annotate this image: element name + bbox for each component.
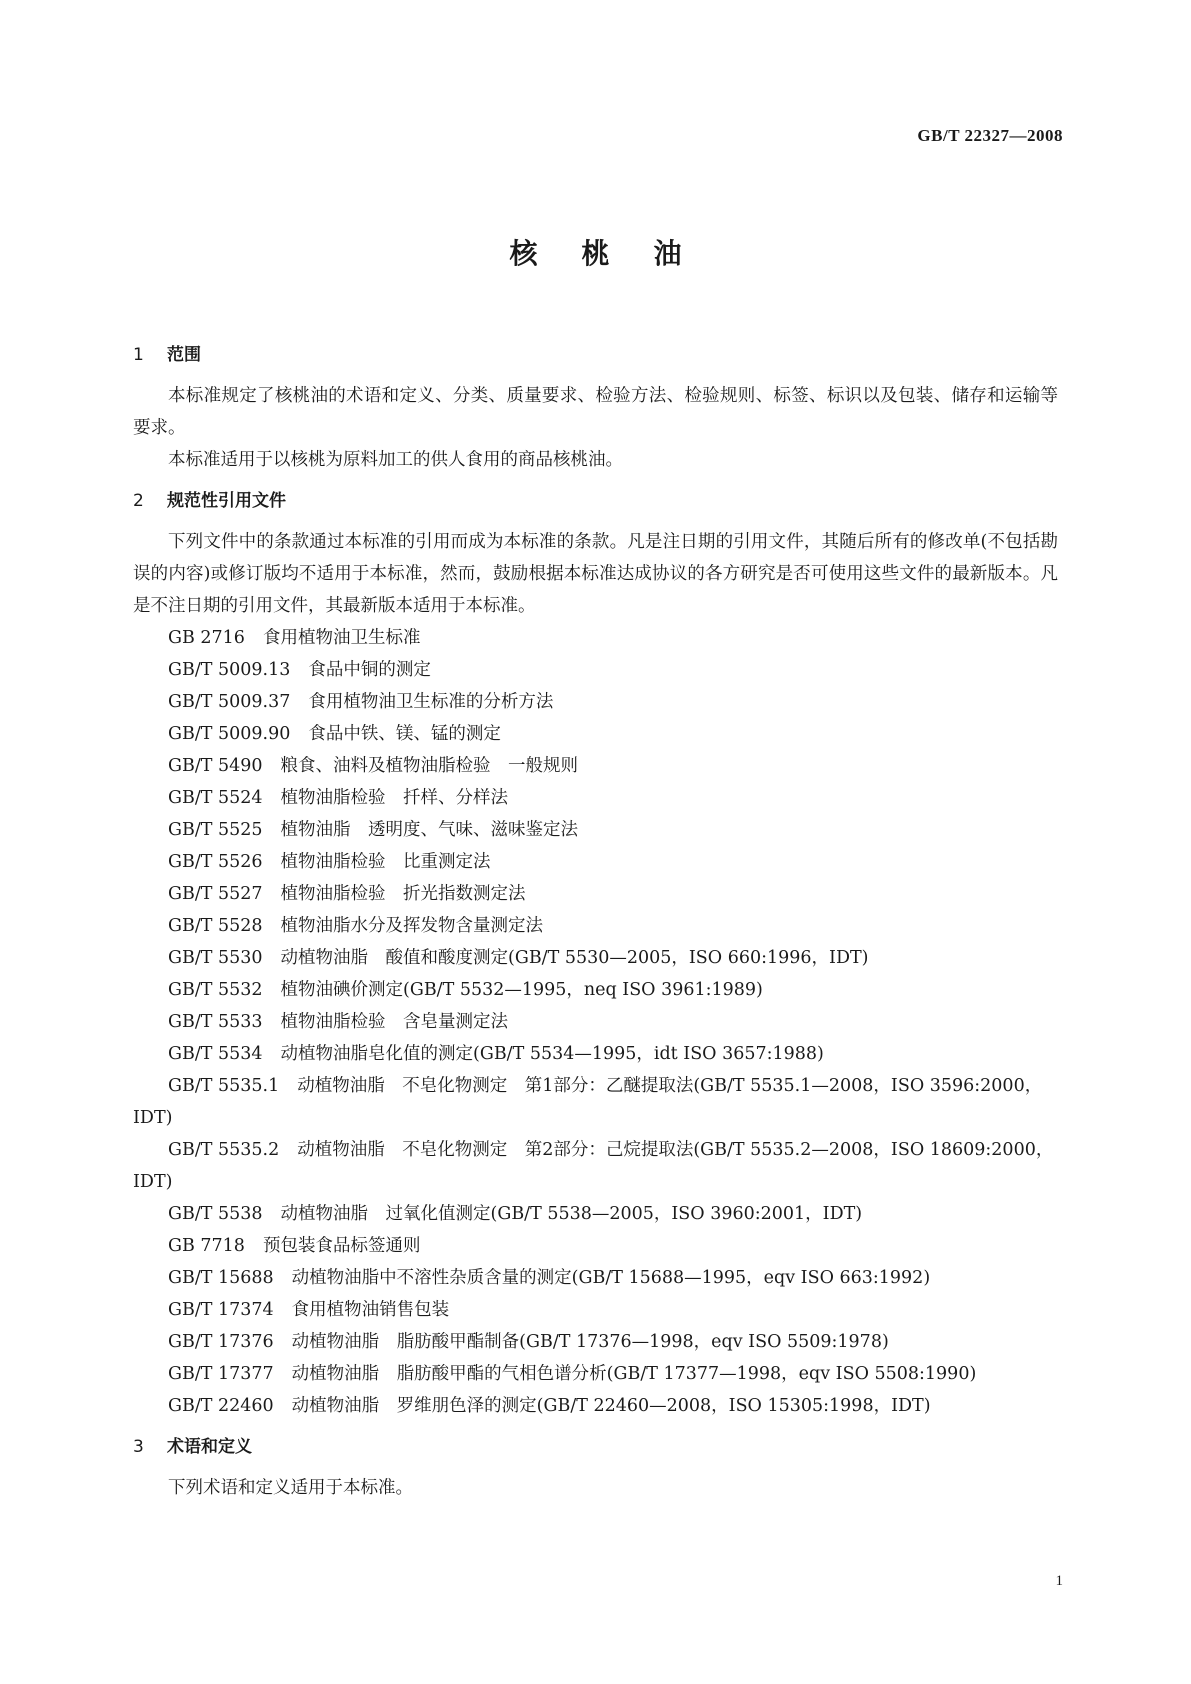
page-number: 1: [1055, 1573, 1063, 1589]
reference-code: GB/T 5525: [168, 820, 263, 840]
reference-code: GB/T 5527: [168, 884, 263, 904]
reference-item: [133, 686, 1058, 718]
section-number: 3: [133, 1437, 144, 1457]
reference-item: [133, 1134, 1058, 1198]
reference-title: 动植物油脂 不皂化物测定 第2部分：己烷提取法(GB/T 5535.2—2008，ISO 18609:2000，IDT): [133, 1140, 1054, 1192]
section-number: 1: [133, 345, 144, 365]
terms-intro: 下列术语和定义适用于本标准。: [168, 1478, 413, 1498]
references-intro: 下列文件中的条款通过本标准的引用而成为本标准的条款。凡是注日期的引用文件，其随后所有的修改单(不包括勘误的内容)或修订版均不适用于本标准，然而，鼓励根据本标准达成协议的各方研究是否可使用这些文件的最新版本。凡是不注日期的引用文件，其最新版本适用于本标准。: [133, 532, 1058, 616]
reference-item: [133, 878, 1058, 910]
reference-code: GB/T 15688: [168, 1268, 274, 1288]
reference-item: [133, 1038, 1058, 1070]
reference-item: [133, 1262, 1058, 1294]
section-1-heading: [133, 340, 1058, 370]
reference-title: 粮食、油料及植物油脂检验 一般规则: [280, 756, 579, 776]
reference-item: [133, 782, 1058, 814]
reference-code: GB/T 5009.37: [168, 692, 291, 712]
reference-title: 动植物油脂 脂肪酸甲酯制备(GB/T 17376—1998，eqv ISO 5509:1978): [291, 1332, 889, 1352]
reference-item: [133, 846, 1058, 878]
reference-code: GB/T 5009.13: [168, 660, 291, 680]
reference-title: 动植物油脂 酸值和酸度测定(GB/T 5530—2005，ISO 660:1996，IDT): [280, 948, 869, 968]
reference-code: GB 7718: [168, 1236, 245, 1256]
scope-paragraph-1: 本标准规定了核桃油的术语和定义、分类、质量要求、检验方法、检验规则、标签、标识以及包装、储存和运输等要求。: [133, 386, 1058, 438]
reference-title: 食用植物油卫生标准: [262, 628, 421, 648]
reference-title: 食品中铜的测定: [308, 660, 431, 680]
reference-title: 动植物油脂 脂肪酸甲酯的气相色谱分析(GB/T 17377—1998，eqv ISO 5508:1990): [291, 1364, 977, 1384]
reference-title: 动植物油脂皂化值的测定(GB/T 5534—1995，idt ISO 3657:1988): [280, 1044, 824, 1064]
section-number: 2: [133, 491, 144, 511]
standard-code: GB/T 22327—2008: [917, 126, 1063, 145]
reference-item: [133, 1294, 1058, 1326]
reference-item: [133, 1358, 1058, 1390]
reference-code: GB/T 5534: [168, 1044, 263, 1064]
reference-item: [133, 750, 1058, 782]
reference-item: [133, 622, 1058, 654]
reference-item: [133, 1390, 1058, 1422]
reference-title: 植物油脂检验 扦样、分样法: [280, 788, 509, 808]
reference-code: GB 2716: [168, 628, 245, 648]
section-title: 范围: [167, 345, 201, 365]
scope-paragraph-2: 本标准适用于以核桃为原料加工的供人食用的商品核桃油。: [168, 450, 623, 470]
reference-title: 动植物油脂 不皂化物测定 第1部分：乙醚提取法(GB/T 5535.1—2008，ISO 3596:2000，IDT): [133, 1076, 1043, 1128]
reference-title: 植物油脂水分及挥发物含量测定法: [280, 916, 544, 936]
reference-item: [133, 974, 1058, 1006]
reference-code: GB/T 17374: [168, 1300, 274, 1320]
reference-code: GB/T 5526: [168, 852, 263, 872]
reference-title: 植物油脂检验 比重测定法: [280, 852, 491, 872]
reference-code: GB/T 5528: [168, 916, 263, 936]
reference-code: GB/T 5524: [168, 788, 263, 808]
reference-code: GB/T 5538: [168, 1204, 263, 1224]
reference-item: [133, 910, 1058, 942]
section-2-heading: [133, 486, 1058, 516]
reference-item: [133, 942, 1058, 974]
reference-title: 动植物油脂 过氧化值测定(GB/T 5538—2005，ISO 3960:2001，IDT): [280, 1204, 863, 1224]
reference-title: 植物油碘价测定(GB/T 5532—1995，neq ISO 3961:1989): [280, 980, 763, 1000]
reference-item: [133, 814, 1058, 846]
reference-item: [133, 1230, 1058, 1262]
reference-item: [133, 718, 1058, 750]
reference-title: 食用植物油卫生标准的分析方法: [308, 692, 554, 712]
document-body: [133, 340, 1058, 1504]
reference-item: [133, 1326, 1058, 1358]
reference-code: GB/T 5009.90: [168, 724, 291, 744]
reference-code: GB/T 5535.1: [168, 1076, 280, 1096]
reference-code: GB/T 5532: [168, 980, 263, 1000]
reference-title: 植物油脂 透明度、气味、滋味鉴定法: [280, 820, 579, 840]
reference-code: GB/T 17377: [168, 1364, 274, 1384]
reference-title: 预包装食品标签通则: [262, 1236, 421, 1256]
reference-code: GB/T 5530: [168, 948, 263, 968]
reference-code: GB/T 5533: [168, 1012, 263, 1032]
reference-item: [133, 1070, 1058, 1134]
reference-title: 食品中铁、镁、锰的测定: [308, 724, 501, 744]
section-3-heading: [133, 1432, 1058, 1462]
reference-code: GB/T 5490: [168, 756, 263, 776]
reference-title: 植物油脂检验 含皂量测定法: [280, 1012, 509, 1032]
reference-item: [133, 1006, 1058, 1038]
reference-list: [133, 622, 1058, 1422]
document-title: 核桃油: [509, 237, 726, 270]
reference-title: 动植物油脂 罗维朋色泽的测定(GB/T 22460—2008，ISO 15305:1998，IDT): [291, 1396, 931, 1416]
reference-item: [133, 654, 1058, 686]
reference-code: GB/T 22460: [168, 1396, 274, 1416]
reference-code: GB/T 5535.2: [168, 1140, 280, 1160]
section-title: 术语和定义: [167, 1437, 252, 1457]
reference-title: 食用植物油销售包装: [291, 1300, 450, 1320]
reference-code: GB/T 17376: [168, 1332, 274, 1352]
reference-item: [133, 1198, 1058, 1230]
reference-title: 植物油脂检验 折光指数测定法: [280, 884, 526, 904]
section-title: 规范性引用文件: [167, 491, 286, 511]
reference-title: 动植物油脂中不溶性杂质含量的测定(GB/T 15688—1995，eqv ISO 663:1992): [291, 1268, 931, 1288]
